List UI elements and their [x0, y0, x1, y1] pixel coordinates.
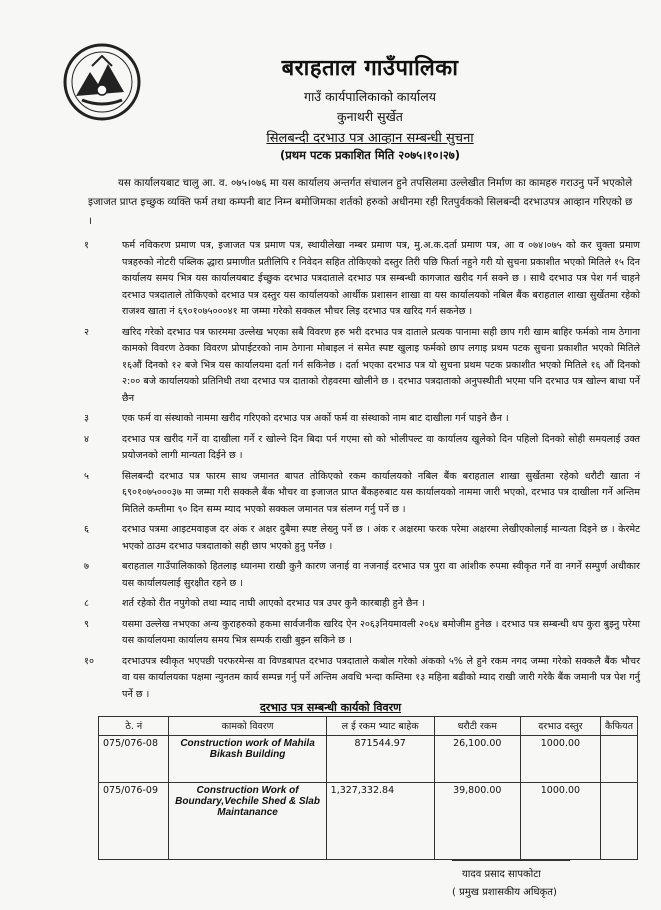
condition-text: खरिद गरेको दरभाउ पत्र फारममा उल्लेख भएका सबै विवरण हरु भरी दरभाउ पत्र दाताले प्रत्यक पानामा सही छाप गरी खाम बाहिर फर्मको नाम ठेगाना कामको विवरण ठेक्का विवरण प्रोपाईटरको नाम ठेगाना मोबाइल नं समेत स्पष्ट खुलाइ फर्मको छाप लगाइ प्रथम पटक सुचना प्रकाशीत भएको मितिले १६औं दिनको १२ बजे भित्र यस कार्यालयमा दर्ता गर्न सकिनेछ । दर्ता भएका दरभाउ पत्र यो सुचना प्रथम पटक प्रकाशीत भएको मितिले १६ औं दिनको २:०० बजे कार्यालयको प्रतिनिधी तथा दरभाउ पत्र दाताको रोहवरमा खोलीने छ । दरभाउ पत्रदाताको अनुपस्थीती भएमा पनि दरभाउ पत्र खोल्न बाधा पर्ने छैन — [122, 326, 640, 404]
notice-title: सिलबन्दी दरभाउ पत्र आव्हान सम्बन्धी सुचना — [266, 131, 474, 146]
cell-remarks — [600, 783, 637, 860]
cell-fee: 1000.00 — [520, 783, 600, 860]
table-row — [99, 736, 638, 783]
cell-deposit: 39,800.00 — [434, 783, 520, 860]
condition-item — [80, 522, 640, 555]
cell-deposit: 26,100.00 — [434, 736, 520, 783]
column-header-deposit: धरौटी रकम — [434, 717, 520, 736]
cell-estimate: 1,327,332.84 — [326, 783, 434, 860]
office-location: कुनाथरी सुर्खेत — [337, 109, 403, 124]
cell-contract-no: 075/076-08 — [99, 736, 169, 783]
municipality-name: बराहताल गाउँपालिका — [281, 56, 459, 81]
cell-contract-no: 075/076-09 — [99, 783, 169, 860]
column-header-fee: दरभाउ दस्तुर — [520, 717, 600, 736]
office-name: गाउँ कार्यपालिकाको कार्यालय — [304, 89, 436, 104]
signature-line — [452, 860, 570, 861]
condition-number: २ — [84, 326, 89, 338]
column-header-remarks: कैफियत — [600, 717, 637, 736]
table-title: दरभाउ पत्र सम्बन्धी कार्यको विवरण — [259, 701, 402, 714]
condition-text: दरभाउ पत्रमा आइटमवाइज दर अंक र अक्षर दुबैमा स्पष्ट लेख्नु पर्ने छ । अंक र अक्षरमा फरक परेमा अक्षरमा लेखीएकोलाई मान्यता दिइने छ । केरमेट भएको ठाउम दरभाउ पत्रदाताको सही छाप भएको हुनु पर्नेछ । — [122, 524, 640, 552]
column-header-contract-no: ठे. नं — [99, 717, 169, 736]
column-header-work: कामको विवरण — [169, 717, 326, 736]
condition-number: १ — [84, 240, 89, 251]
condition-text: सिलबन्दी दरभाउ पत्र फारम साथ जमानत बापत तोकिएको रकम कार्यालयको नबिल बैंक बराहताल शाखा सुर्खेतमा रहेको धरौटी खाता नं ६९०१०७५०००३७ मा जम्मा गरी सक्कलै बैंक भौचर वा इजाजत प्राप्त बैंकहरुबाट यस कार्यालयको नाममा जारी भएको, दरभाउ पत्र दाखीला गर्ने अन्तिम मितिले कम्तीमा ९० दिन सम्म म्याद भएको सक्कल जमानत पत्र संलग्न गर्नु पर्ने छ । — [122, 470, 640, 515]
table-row — [99, 783, 638, 860]
condition-item — [80, 654, 640, 704]
intro-paragraph: यस कार्यालयबाट चालु आ. व. ०७५।०७६ मा यस कार्यालय अन्तर्गत संचालन हुने तपसिलमा उल्लेखीत निर्माण का कामहरु गराउनु पर्ने भएकोले इजाजत प्राप्त इच्छुक व्यक्ति फर्म तथा कम्पनी बाट निम्न बमोजिमका शर्तको हरुको अधीनमा रही रितपुर्वकको सिलबन्दी दरभाउपत्र आव्हान गरिएको छ । — [88, 178, 633, 227]
condition-item — [80, 617, 640, 650]
condition-item — [80, 432, 640, 465]
works-table — [98, 716, 638, 860]
condition-text: दरभाउ पत्र खरीद गर्ने वा दाखीला गर्ने र खोल्ने दिन बिदा पर्न गएमा सो को भोलीपल्ट वा कार्यालय खुलेको दिन पहिलो दिनको सोही समयलाई उक्त प्रयोजनको लागी मान्यता दिईने छ । — [122, 433, 640, 461]
condition-item — [80, 411, 640, 428]
table-header-row — [99, 717, 638, 736]
cell-remarks — [600, 736, 637, 783]
cell-estimate: 871544.97 — [326, 736, 434, 783]
condition-number: ९ — [84, 618, 89, 630]
condition-item — [80, 325, 640, 408]
condition-text: एक फर्म वा संस्थाको नाममा खरीद गरिएको दरभाउ पत्र अर्को फर्म वा संस्थाको नाम बाट दाखीला गर्न पाइने छैन । — [122, 413, 509, 424]
condition-text: बराहताल गाउँपालिकाको हितलाइ ध्यानमा राखी कुनै कारण जनाई वा नजनाई दरभाउ पत्र पुरा वा आंशीक रुपमा स्वीकृत गर्ने वा नगर्ने सम्पुर्ण अधीकार यस कार्यालयलाई सुरक्षीत रहने छ । — [122, 561, 640, 589]
cell-work: Construction work of Mahila Bikash Building — [169, 736, 326, 783]
condition-text: दरभाउपत्र स्वीकृत भएपछी परफरमेन्स वा विण्डबापत दरभाउ पत्रदाताले कबोल गरेको अंकको ५% ले हुने रकम नगद जम्मा गरेको सक्कलै बैंक भौचर वा यस कार्यालयका पक्षमा न्युनतम कार्य सम्पन्न गर्नु पर्ने अन्तिम अवधि भन्दा कम्तिमा १३ महिना बढीको म्याद राखी जारी गरेकै बैंक जमानी पत्र पेश गर्नु पर्ने छ । — [122, 655, 640, 700]
condition-number: ४ — [84, 433, 89, 445]
condition-item — [80, 559, 640, 592]
condition-number: ७ — [84, 561, 89, 572]
cell-fee: 1000.00 — [520, 736, 600, 783]
condition-number: ६ — [84, 524, 89, 535]
publish-date: (प्रथम पटक प्रकाशित मिति २०७५।१०।२७) — [279, 148, 461, 162]
column-header-estimate: ल ई रकम भ्याट बाहेक — [326, 717, 434, 736]
condition-item — [80, 238, 640, 321]
condition-number: ८ — [84, 598, 89, 609]
condition-text: शर्त रहेको रीत नपुगेको तथा म्याद नाघी आएको दरभाउ पत्र उपर कुनै कारबाही हुने छैन । — [122, 598, 425, 609]
condition-item — [80, 469, 640, 519]
conditions-list — [80, 238, 640, 707]
signatory-name: यादव प्रसाद सापकोटा — [462, 869, 541, 880]
condition-text: यसमा उल्लेख नभएका अन्य कुराहरुको हकमा सार्वजनीक खरिद ऐन २०६३नियमावली २०६४ बमोजीम हुनेछ । दरभाउ पत्र सम्बन्धी थप कुरा बुझ्नु परेमा यस कार्यालयमा कार्यालय समय भित्र सम्पर्क राखी बुझ्न सकिने छ । — [122, 618, 640, 646]
government-emblem-icon — [62, 42, 142, 122]
condition-text: फर्म नविकरण प्रमाण पत्र, इजाजत पत्र प्रमाण पत्र, स्थायीलेखा नम्बर प्रमाण पत्र, मु.अ.क.दर्ता प्रमाण पत्र, आ व ०७४।०७५ को कर चुक्ता प्रमाण पत्रहरुको नोटरी पब्लिक द्धारा प्रमाणीत प्रतीलिपि र निवेदन सहित तोकिएको दस्तुर तिरी पछि फिर्ता नहुने गरी यो सुचना प्रकाशीत भएको मितिले १५ दिन कार्यालय समय भित्र यस कार्यालयबाट ईच्छुक दरभाउ पत्रदाताले दरभाउ पत्र सम्बन्धी कागजात खरीद गर्न सक्ने छ । साथै दरभाउ पत्र पेश गर्न चाहने दरभाउ पत्रदाताले तोकिएको दरभाउ पत्र दस्तुर यस कार्यालयको आर्थीक प्रशासन शाखा वा यस कार्यालयको नबिल बैंक बराहताल शाखा सुर्खेतमा रहेको राजश्व खाता नं ६९०१०७५०००४१ मा जम्मा गरेको सक्कल भौचर लिइ दरभाउ पत्र खरिद गर्न सकनेछ । — [122, 240, 640, 317]
condition-number: ३ — [84, 413, 89, 424]
condition-number: ५ — [84, 470, 89, 482]
cell-work: Construction Work of Boundary,Vechile Shed & Slab Maintanance — [169, 783, 326, 860]
condition-item — [80, 596, 640, 613]
signatory-designation: ( प्रमुख प्रशासकीय अधिकृत) — [452, 887, 557, 898]
condition-number: १० — [84, 655, 94, 667]
